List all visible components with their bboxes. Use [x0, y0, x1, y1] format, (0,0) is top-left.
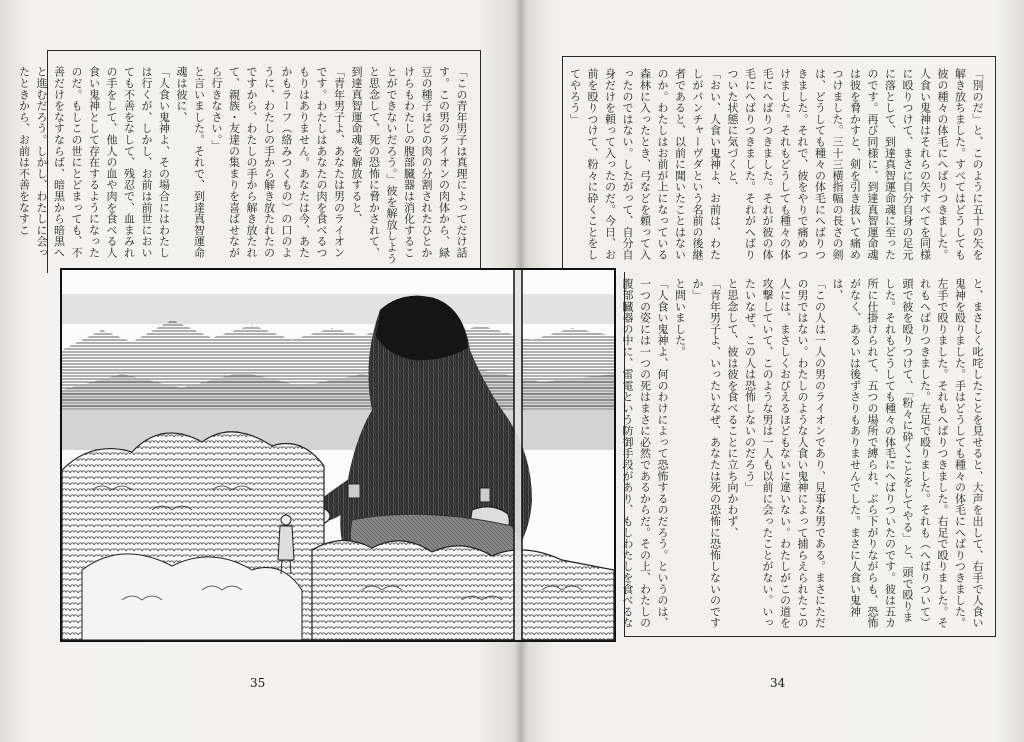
- ink-drawing: [62, 270, 614, 640]
- left-page-body-text: 「この青年男子は真理によってだけ話す。この男のライオンの肉体から、緑豆の種子ほどの肉の分割されたひとかけらもわたしの腹部臓器は消化することができないだろう。」彼を解放しようと思念して、死の恐怖に脅かされて、到達真智運命魂を解放すると、 「青年男子よ、あなたは男のライオンです。わたしはあなたの肉を食べるつもりはありません。あなたは今、あたかもラーフ（絡みつくもの）の口のように、わたしの手から解き放たれたのですから、わたしの手から解き放たれて、親族・友達の集まりを喜ばせながら行きなさい。」 と言いました。それで、到達真智運命魂は彼に、 「人食い鬼神よ、その場合にはわたしは行くが、しかし、お前は前世においても不善をなして、残忍で、血まみれの手をして、他人の血や肉を食べる人食い鬼神として存在するようになったのだ。もしこの世にとどまっても、不善だけをなすならば、暗黒から暗黒へと進むだろう。しかし、わたしに会ったときから、お前は不善をなすこ: [17, 66, 468, 264]
- page-number-right: 34: [770, 676, 786, 690]
- ogre-illustration: [60, 268, 616, 642]
- page-number-left: 35: [250, 676, 266, 690]
- right-page-body-text-lower: と、まさしく叱咤したことを見せると、大声を出して、右手で人食い鬼神を殴りました。手はどうしても種々の体毛にへばりつきました。左手で殴りました。それもへばりつきました。右足で殴りました。それもへばりつきました。左足で殴りました。それも（へばりついて）頭で彼を殴りつけて、「粉々に砕くことをしてやる」と、頭で殴りました。それもどうしても種々の体毛にへばりついたのです。彼は五カ所に仕掛けられて、五つの場所で縛られ、ぶら下がりながらも、恐怖がなく、あるいは後ずさりもありませんでした。まさに人食い鬼神は、 「この人は一人の男のライオンであり、見事な男である。まさにただの男ではない。わたしのような人食い鬼神によって捕らえられたこの人には、まさしくおびえるほどもないに違いない。わたしがこの道を攻撃していて、このような男は一人も以前に会ったことがない。いったいなぜ、この人は恐怖しないのだろう」 と思念して、彼は彼を食べることに立ち向かわず、 「青年男子よ、いったいなぜ、あなたは死の恐怖に恐怖しないのですか」 と問いました。 「人食い鬼神よ、何のわけによって恐怖するのだろう。というのは、一つの姿には一つの死はまさに必然であるからだ。その上、わたしの腹部臓器の中に、雷電という防御手段があり、もしわたしを食べるな: [621, 278, 984, 629]
- right-page-body-text-top: 「別のだ」と、このように五十の矢を解き放ちました。すべてはどうしても彼の種々の体毛にへばりつきました。 人食い鬼神はそれらの矢すべてを同様に殴りつけて、まさに自分自身の足元に落として、到達真智運命魂に至ったのです。再び同様に、到達真智運命魂は彼を脅かすと、剣を引き抜いて痛めつけました。三十三横指幅の長さの剣は、どうしても種々の体毛にへばりつきました。それで、彼をやりで痛めつけました。それもどうしても種々の体毛にへばりつきました。それが彼の体毛にへばりつきました。それがへばりついた状態に気づくと、 「おい、人食い鬼神よ、お前は、わたしがパンチャーヴダという名前の後継者であると、以前に聞いたことはないのか。わたしはお前が上になっている森林に入ったとき、弓などを頼って入ったのではない。したがって、自分自身だけを頼って入ったのだ。今日、お前を殴りつけて、粉々に砕くことをしてやろう」: [568, 68, 984, 261]
